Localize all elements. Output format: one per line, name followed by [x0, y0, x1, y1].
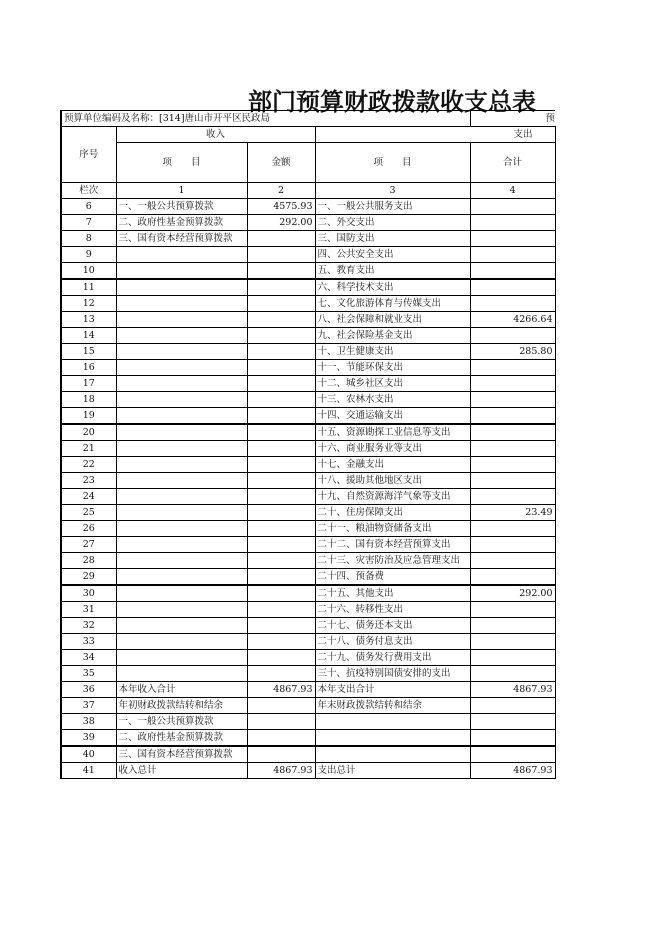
expense-amount — [470, 424, 555, 441]
income-amount — [247, 650, 315, 666]
expense-item: 二十九、债务发行费用支出 — [315, 650, 470, 666]
expense-amount — [470, 650, 555, 666]
income-amount — [247, 312, 315, 328]
expense-amount — [470, 730, 555, 747]
table-row — [61, 585, 555, 602]
income-amount — [247, 714, 315, 730]
expense-item: 支出总计 — [315, 763, 470, 779]
unit-label: 预算单位编码及名称：[314]唐山市开平区民政局 — [61, 111, 470, 127]
expense-item: 十四、交通运输支出 — [315, 408, 470, 425]
income-item — [116, 408, 247, 425]
income-amount — [247, 360, 315, 376]
expense-item: 五、教育支出 — [315, 263, 470, 280]
col-label: 栏次 — [61, 183, 116, 199]
table-row — [61, 618, 555, 634]
row-number: 23 — [61, 473, 116, 489]
table-row — [61, 328, 555, 344]
expense-item: 二十二、国有资本经营预算支出 — [315, 537, 470, 553]
expense-amount — [470, 521, 555, 537]
income-amount: 4575.93 — [247, 199, 315, 215]
income-item — [116, 537, 247, 553]
expense-item: 二十八、债务付息支出 — [315, 634, 470, 650]
expense-amount — [470, 199, 555, 215]
expense-amount — [470, 553, 555, 569]
income-amount — [247, 585, 315, 602]
table-row — [61, 553, 555, 569]
expense-amount — [470, 392, 555, 408]
expense-amount: 4867.93 — [470, 682, 555, 698]
income-amount — [247, 247, 315, 263]
expense-item: 八、社会保障和就业支出 — [315, 312, 470, 328]
table-row — [61, 650, 555, 666]
expense-amount — [470, 473, 555, 489]
expense-amount: 292.00 — [470, 585, 555, 602]
row-number: 16 — [61, 360, 116, 376]
table-row — [61, 569, 555, 586]
row-number: 17 — [61, 376, 116, 392]
income-amount — [247, 328, 315, 344]
expense-item: 二十七、债务还本支出 — [315, 618, 470, 634]
col-3: 3 — [315, 183, 470, 199]
income-item — [116, 618, 247, 634]
income-item: 二、政府性基金预算拨款 — [116, 215, 247, 231]
income-item — [116, 602, 247, 618]
income-amount: 4867.93 — [247, 763, 315, 779]
table-row — [61, 634, 555, 650]
income-item: 一、一般公共预算拨款 — [116, 714, 247, 730]
income-amount — [247, 553, 315, 569]
income-item: 一、一般公共预算拨款 — [116, 199, 247, 215]
income-item: 年初财政拨款结转和结余 — [116, 698, 247, 714]
expense-item: 年末财政拨款结转和结余 — [315, 698, 470, 714]
income-item — [116, 296, 247, 312]
expense-item: 十九、自然资源海洋气象等支出 — [315, 489, 470, 505]
expense-amount — [470, 231, 555, 247]
income-item — [116, 569, 247, 586]
expense-amount — [470, 408, 555, 425]
expense-item: 七、文化旅游体育与传媒支出 — [315, 296, 470, 312]
expense-item: 二十五、其他支出 — [315, 585, 470, 602]
table-row — [61, 376, 555, 392]
income-item — [116, 392, 247, 408]
expense-item: 二十四、预备费 — [315, 569, 470, 586]
expense-amount — [470, 376, 555, 392]
table-row — [61, 279, 555, 296]
row-number: 31 — [61, 602, 116, 618]
expense-item: 十八、援助其他地区支出 — [315, 473, 470, 489]
expense-amount — [470, 247, 555, 263]
row-number: 12 — [61, 296, 116, 312]
expense-item: 三、国防支出 — [315, 231, 470, 247]
header-income-amount: 金额 — [247, 143, 315, 183]
income-item — [116, 424, 247, 441]
income-item — [116, 263, 247, 280]
expense-item: 十一、节能环保支出 — [315, 360, 470, 376]
expense-amount — [470, 569, 555, 586]
income-amount — [247, 279, 315, 296]
table-row — [61, 457, 555, 473]
expense-item: 六、科学技术支出 — [315, 279, 470, 296]
expense-item: 十五、资源勘探工业信息等支出 — [315, 424, 470, 441]
row-number: 38 — [61, 714, 116, 730]
table-row — [61, 199, 555, 215]
expense-item: 三十、抗疫特别国债安排的支出 — [315, 666, 470, 682]
header-expense-label: 支出 — [513, 129, 533, 140]
row-number: 41 — [61, 763, 116, 779]
header-expense-item: 项 目 — [315, 143, 470, 183]
table-row — [61, 408, 555, 425]
expense-item: 十七、金融支出 — [315, 457, 470, 473]
row-number: 11 — [61, 279, 116, 296]
income-amount — [247, 344, 315, 360]
income-amount — [247, 746, 315, 763]
header-expense — [315, 127, 555, 143]
expense-item: 十六、商业服务业等支出 — [315, 441, 470, 457]
table-row — [61, 312, 555, 328]
income-amount — [247, 457, 315, 473]
expense-item — [315, 714, 470, 730]
income-item — [116, 328, 247, 344]
expense-item: 四、公共安全支出 — [315, 247, 470, 263]
income-amount — [247, 231, 315, 247]
income-amount — [247, 376, 315, 392]
expense-item — [315, 730, 470, 747]
table-row — [61, 392, 555, 408]
income-amount — [247, 505, 315, 521]
income-item — [116, 553, 247, 569]
table-row — [61, 296, 555, 312]
expense-item: 十三、农林水支出 — [315, 392, 470, 408]
col-1: 1 — [116, 183, 247, 199]
income-amount — [247, 489, 315, 505]
income-item — [116, 585, 247, 602]
expense-amount — [470, 618, 555, 634]
expense-item: 本年支出合计 — [315, 682, 470, 698]
expense-amount — [470, 296, 555, 312]
income-item — [116, 344, 247, 360]
row-number: 15 — [61, 344, 116, 360]
income-amount — [247, 698, 315, 714]
income-item: 本年收入合计 — [116, 682, 247, 698]
expense-item: 二十三、灾害防治及应急管理支出 — [315, 553, 470, 569]
expense-amount — [470, 328, 555, 344]
table-row — [61, 344, 555, 360]
income-amount — [247, 473, 315, 489]
row-number: 34 — [61, 650, 116, 666]
income-amount — [247, 441, 315, 457]
income-amount — [247, 634, 315, 650]
income-item — [116, 521, 247, 537]
income-item: 三、国有资本经营预算拨款 — [116, 746, 247, 763]
table-row — [61, 714, 555, 730]
income-amount — [247, 602, 315, 618]
income-amount — [247, 263, 315, 280]
expense-amount — [470, 602, 555, 618]
table-row — [61, 682, 555, 698]
expense-item: 二十六、转移性支出 — [315, 602, 470, 618]
expense-amount — [470, 714, 555, 730]
expense-amount — [470, 698, 555, 714]
row-number: 24 — [61, 489, 116, 505]
expense-amount: 4266.64 — [470, 312, 555, 328]
row-number: 18 — [61, 392, 116, 408]
expense-item — [315, 746, 470, 763]
header-income: 收入 — [116, 127, 315, 143]
row-number: 13 — [61, 312, 116, 328]
budget-table — [60, 110, 556, 779]
income-item — [116, 441, 247, 457]
table-row — [61, 263, 555, 280]
income-item — [116, 666, 247, 682]
income-amount — [247, 730, 315, 747]
expense-amount — [470, 215, 555, 231]
row-number: 19 — [61, 408, 116, 425]
income-amount — [247, 666, 315, 682]
expense-amount — [470, 537, 555, 553]
income-item: 收入总计 — [116, 763, 247, 779]
income-item — [116, 376, 247, 392]
income-amount — [247, 537, 315, 553]
income-amount — [247, 296, 315, 312]
row-number: 7 — [61, 215, 116, 231]
income-amount — [247, 424, 315, 441]
row-number: 9 — [61, 247, 116, 263]
table-row — [61, 666, 555, 682]
income-item — [116, 360, 247, 376]
expense-item: 十、卫生健康支出 — [315, 344, 470, 360]
row-number: 32 — [61, 618, 116, 634]
income-amount — [247, 569, 315, 586]
table-row — [61, 730, 555, 747]
table-row — [61, 424, 555, 441]
table-row — [61, 763, 555, 779]
income-item: 二、政府性基金预算拨款 — [116, 730, 247, 747]
table-row — [61, 521, 555, 537]
expense-amount — [470, 489, 555, 505]
table-row — [61, 360, 555, 376]
income-amount — [247, 392, 315, 408]
expense-item: 二十一、粮油物资储备支出 — [315, 521, 470, 537]
row-number: 25 — [61, 505, 116, 521]
expense-amount — [470, 746, 555, 763]
row-number: 33 — [61, 634, 116, 650]
expense-amount — [470, 457, 555, 473]
income-item — [116, 279, 247, 296]
row-number: 27 — [61, 537, 116, 553]
row-number: 40 — [61, 746, 116, 763]
row-number: 22 — [61, 457, 116, 473]
expense-amount — [470, 279, 555, 296]
unit-right-label: 预 — [470, 111, 555, 127]
table-row — [61, 231, 555, 247]
table-row — [61, 698, 555, 714]
header-income-item: 项 目 — [116, 143, 247, 183]
expense-item: 九、社会保险基金支出 — [315, 328, 470, 344]
table-row — [61, 537, 555, 553]
row-number: 6 — [61, 199, 116, 215]
table-row — [61, 215, 555, 231]
table-row — [61, 247, 555, 263]
expense-amount: 23.49 — [470, 505, 555, 521]
table-row — [61, 441, 555, 457]
expense-item: 一、一般公共服务支出 — [315, 199, 470, 215]
row-number: 10 — [61, 263, 116, 280]
table-row — [61, 746, 555, 763]
expense-item: 二十、住房保障支出 — [315, 505, 470, 521]
income-item — [116, 489, 247, 505]
income-item — [116, 247, 247, 263]
income-item: 三、国有资本经营预算拨款 — [116, 231, 247, 247]
expense-amount — [470, 360, 555, 376]
row-number: 37 — [61, 698, 116, 714]
expense-amount — [470, 634, 555, 650]
expense-amount — [470, 441, 555, 457]
expense-item: 二、外交支出 — [315, 215, 470, 231]
row-number: 39 — [61, 730, 116, 747]
table-row — [61, 505, 555, 521]
income-amount — [247, 521, 315, 537]
expense-item: 十二、城乡社区支出 — [315, 376, 470, 392]
page-title: 部门预算财政拨款收支总表 — [248, 88, 536, 116]
income-item — [116, 650, 247, 666]
table-row — [61, 602, 555, 618]
income-amount — [247, 408, 315, 425]
income-item — [116, 505, 247, 521]
row-number: 36 — [61, 682, 116, 698]
income-item — [116, 473, 247, 489]
col-2: 2 — [247, 183, 315, 199]
expense-amount — [470, 666, 555, 682]
row-number: 8 — [61, 231, 116, 247]
col-4: 4 — [470, 183, 555, 199]
header-expense-total: 合计 — [470, 143, 555, 183]
income-item — [116, 457, 247, 473]
income-item — [116, 634, 247, 650]
expense-amount — [470, 263, 555, 280]
row-number: 14 — [61, 328, 116, 344]
row-number: 35 — [61, 666, 116, 682]
row-number: 21 — [61, 441, 116, 457]
row-number: 29 — [61, 569, 116, 586]
expense-amount: 4867.93 — [470, 763, 555, 779]
income-amount — [247, 618, 315, 634]
row-number: 26 — [61, 521, 116, 537]
row-number: 28 — [61, 553, 116, 569]
expense-amount: 285.80 — [470, 344, 555, 360]
header-seq: 序号 — [61, 127, 116, 183]
income-item — [116, 312, 247, 328]
row-number: 30 — [61, 585, 116, 602]
income-amount: 4867.93 — [247, 682, 315, 698]
table-row — [61, 473, 555, 489]
income-amount: 292.00 — [247, 215, 315, 231]
table-row — [61, 489, 555, 505]
row-number: 20 — [61, 424, 116, 441]
